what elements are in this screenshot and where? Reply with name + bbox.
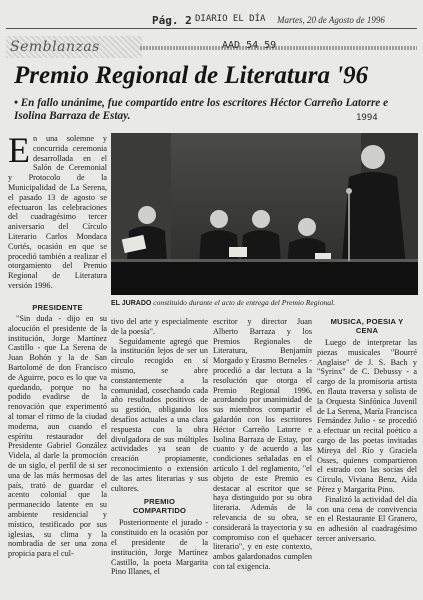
subhead-musica-poesia-cena: MUSICA, POESIA Y CENA: [330, 317, 404, 335]
printed-date: Martes, 20 de Agosto de 1996: [277, 15, 385, 25]
photo-caption: [111, 298, 418, 308]
column-3: [213, 317, 312, 572]
col4-paragraph-2: Finalizó la actividad del día con una cena de convivencia en el Restaurante El Granero, en adhesión al cuadragésimo tercer aniversario.: [317, 494, 417, 543]
handwritten-year: 1994: [356, 113, 378, 123]
intro-paragraph: [8, 130, 107, 291]
column-1: [8, 303, 107, 559]
subhead-premio-compartido: PREMIO COMPARTIDO: [132, 497, 187, 516]
article-lead: • En fallo unánime, fue compartido entre los escritores Héctor Carreño Latorre e Isolina Barraza de Estay.: [14, 97, 389, 122]
drop-cap: E: [8, 130, 30, 170]
column-2: [111, 317, 208, 577]
handwritten-archive-code: AAD 54 59: [222, 40, 277, 51]
header-rule: [6, 28, 417, 29]
handwritten-newspaper-note: DIARIO EL DÍA: [195, 14, 266, 24]
col4-paragraph-1: Luego de interpretar las piezas musicales "Bourré Anglaise" de J. S. Bach y "Syrinx" de C. Debussy - a cargo de la promisoria artista en flauta traversa y solista de la Orquesta Sinfónica Juvenil de La Serena, María Francisca Fernández Julio - se procedió a efectuar un recital poético a cargo de las poetas invitadas Mireya del Río y Graciela Osses, quienes compartieron el estrado con las socias del Círculo, Viviana Benz, Aída Pérez y Margarita Pino.: [317, 338, 417, 494]
col2-paragraph-3: Posteriormente el jurado - constituido en la ocasión por el presidente de la institución, Jorge Martínez Castillo, la poeta Margarita Pino Illanes, el: [111, 518, 208, 577]
column-4: [317, 317, 417, 544]
article-headline: Premio Regional de Literatura '96: [14, 62, 369, 89]
intro-text: n una solemne y concurrida ceremonia desarrollada en el Salón de Ceremonial y Protocolo de la Municipalidad de La Serena, el pasado 13 de agosto se efectuaron las celebraciones del cuadragésimo tercer aniversario del Círculo Literario Carlos Mondaca Cortés, ocasión en que se procedió también a realizar el otorgamiento del Premio Regional de Literatura versión 1996.: [8, 134, 107, 290]
caption-text: constituido durante el acto de entrega del Premio Regional.: [153, 298, 336, 307]
col2-paragraph-2: Seguidamente agregó que la institución lejos de ser un círculo recogido en sí mismo, se abre constantemente a la comunidad, cosechando cada año resultados positivos de su gestión, obligando los desafíos actuales a una clara respuesta con la obra divulgadora de sus múltiples actividades ya sean de creación propiamente, reconocimiento o extensión de las artes literarias y sus cultores.: [111, 336, 208, 493]
handwritten-page-note: Pág. 2: [152, 14, 192, 27]
section-bar: [6, 36, 417, 58]
col3-paragraph: escritor y director Juan Alberto Barraza y los Premios Regionales de Literatura, Benjamín Morgado y Erasmo Berneles - procedió a dar lectura a la resolución que otorga el Premio Regional 1996, acordando por unanimidad de sus miembros compartir el galardón con los escritores Héctor Carreño Latorre e Isolina Barraza de Estay, por cuanto y de acuerdo a las condiciones señaladas en el artículo 1 del reglamento, "el objeto de este Premio es destacar al escritor que se haya distinguido por su obra literaria. Además de la relevancia de su obra, se considerará la trayectoria y su compromiso con el quehacer literario", y en este contexto, ambos galardonados cumplen con tal exigencia.: [213, 317, 312, 571]
col2-paragraph-1: tivo del arte y especialmente de la poesía".: [111, 317, 208, 336]
section-label: Semblanzas: [6, 36, 142, 58]
section-rule: [140, 46, 417, 50]
caption-label: EL JURADO: [111, 300, 152, 307]
subhead-presidente: PRESIDENTE: [32, 303, 83, 312]
jury-photo: [111, 133, 418, 295]
jury-photo-drawing: [111, 133, 418, 295]
col1-paragraph: "Sin duda - dijo en su alocución el presidente de la institución, Jorge Martínez Castillo - que La Serena de Juan Bohón y la de San Bartolomé de don Francisco de Aguirre, poco es lo que va quedando, porque no ha podido evadirse de la renovación que experimentó al tomar el ritmo de la ciudad moderna, aun cuando el espíritu restaurador del Presidente Gabriel González Videla, al darle la promoción de un siglo, el perfil de si ser una de las más hermosas del país, trató de guardar el acento colonial que la permanecido latente en su ambiente residencial y místico, testificado por sus iglesias, su clima y la nombradía de ser una zona propicia para el cul-: [8, 314, 107, 559]
